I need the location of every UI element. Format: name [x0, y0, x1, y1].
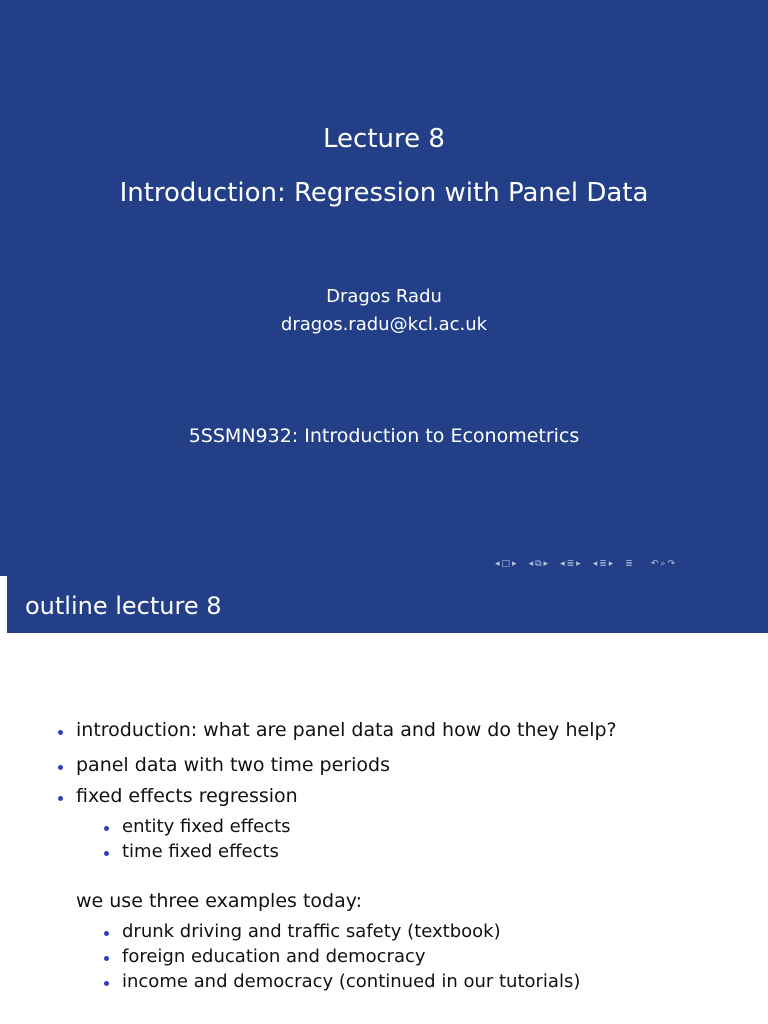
section-nav-group [592, 559, 615, 569]
beamer-navigation-bar [494, 556, 676, 572]
frame-prev-icon[interactable]: ◂ [528, 559, 534, 569]
example-item: income and democracy (continued in our tutorials) [122, 971, 581, 992]
slide-prev-icon[interactable]: ◂ [495, 559, 500, 569]
outline-subitem: time fixed effects [122, 841, 279, 862]
subsection-next-icon[interactable]: ▸ [576, 559, 581, 569]
outline-item: panel data with two time periods [76, 754, 390, 776]
author-name: Dragos Radu [326, 286, 442, 307]
outline-item: introduction: what are panel data and how do they help? [76, 719, 617, 741]
sub-bullet-icon [104, 826, 109, 831]
toc-nav-group [624, 559, 634, 569]
lecture-number: Lecture 8 [323, 124, 445, 154]
example-item: foreign education and democracy [122, 946, 426, 967]
sub-bullet-icon [104, 981, 109, 986]
toc-icon[interactable]: ≣ [625, 559, 633, 569]
bullet-icon [58, 730, 63, 735]
forward-icon[interactable]: ↷ [667, 559, 675, 569]
sub-bullet-icon [104, 851, 109, 856]
section-prev-icon[interactable]: ◂ [592, 559, 598, 569]
course-name: 5SSMN932: Introduction to Econometrics [188, 425, 580, 447]
slide-icon[interactable]: □ [501, 559, 511, 569]
back-icon[interactable]: ↶ [650, 559, 659, 569]
example-item: drunk driving and traffic safety (textbook) [122, 921, 501, 942]
examples-intro: we use three examples today: [76, 890, 363, 912]
sub-bullet-icon [104, 931, 109, 936]
outline-item: fixed effects regression [76, 785, 298, 807]
bullet-icon [58, 796, 63, 801]
frame-nav-group [528, 559, 550, 569]
search-nav-group [650, 559, 676, 569]
sub-bullet-icon [104, 956, 109, 961]
subsection-icon[interactable]: ≣ [566, 559, 575, 569]
subsection-prev-icon[interactable]: ◂ [560, 559, 565, 569]
author-email: dragos.radu@kcl.ac.uk [280, 314, 488, 335]
outline-subitem: entity fixed effects [122, 816, 291, 837]
section-next-icon[interactable]: ▸ [608, 559, 614, 569]
section-icon[interactable]: ≣ [599, 559, 607, 569]
search-icon[interactable]: ⌕ [660, 559, 666, 569]
frame-icon[interactable]: ⧉ [535, 559, 542, 569]
frame-next-icon[interactable]: ▸ [543, 559, 549, 569]
outline-content [0, 633, 768, 1024]
slide-next-icon[interactable]: ▸ [512, 559, 517, 569]
lecture-title: Introduction: Regression with Panel Data [119, 178, 649, 208]
frame-title-bar [7, 576, 768, 633]
slide-nav-group [494, 559, 518, 569]
bullet-icon [58, 765, 63, 770]
subsection-nav-group [559, 559, 582, 569]
frame-title: outline lecture 8 [25, 592, 222, 620]
